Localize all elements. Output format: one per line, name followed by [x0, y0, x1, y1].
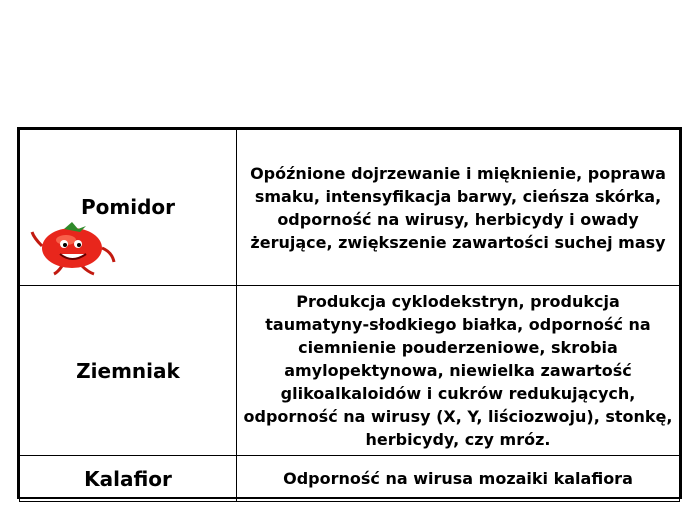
crop-name-cell — [20, 286, 237, 456]
crop-traits: Odporność na wirusa mozaiki kalafiora — [237, 456, 680, 502]
crop-name: Ziemniak — [76, 358, 180, 383]
tomato-mascot-icon — [28, 218, 118, 276]
crop-traits: Produkcja cyklodekstryn, produkcja taumatyny-słodkiego białka, odporność na ciemnienie pouderzeniowe, skrobia amylopektynowa, niewielka zawartość glikoalkaloidów i cukrów redukujących, odporność na wirusy (X, Y, liściozwoju), stonkę, herbicydy, czy mróz. — [237, 286, 680, 456]
table-row — [20, 286, 680, 456]
gmo-crops-table — [17, 127, 682, 499]
crop-name-cell — [20, 130, 237, 286]
table-row — [20, 130, 680, 286]
crop-name-cell — [20, 456, 237, 502]
crop-traits: Opóźnione dojrzewanie i mięknienie, poprawa smaku, intensyfikacja barwy, cieńsza skórka, odporność na wirusy, herbicydy i owady żerujące, zwiększenie zawartości suchej masy — [237, 130, 680, 286]
table-row — [20, 456, 680, 502]
crop-name: Pomidor — [80, 195, 175, 219]
crop-name: Kalafior — [84, 466, 172, 491]
